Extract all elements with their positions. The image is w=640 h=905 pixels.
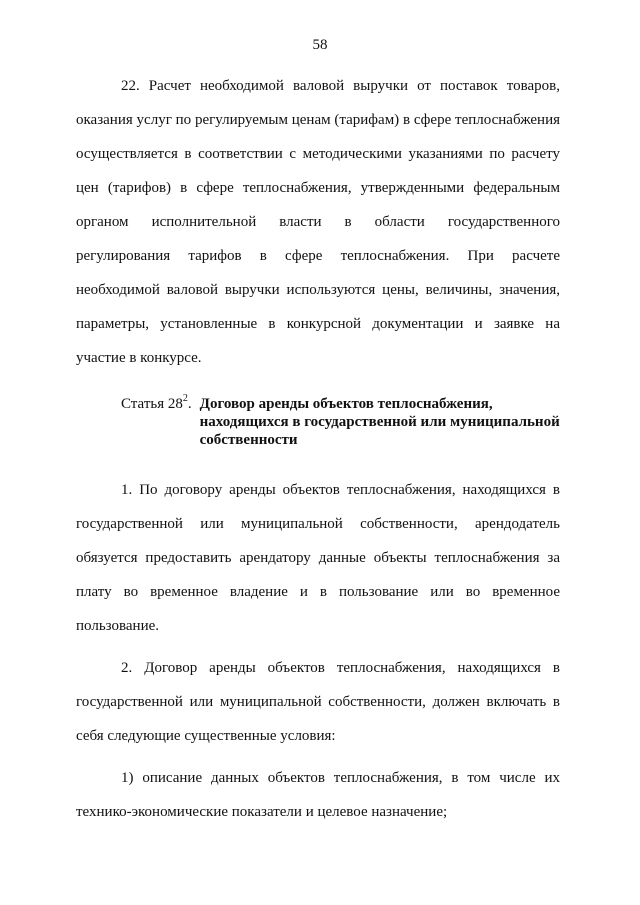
- article-heading: [76, 395, 560, 449]
- article-label: [121, 395, 200, 413]
- paragraph-22: 22. Расчет необходимой валовой выручки от поставок товаров, оказания услуг по регулируемым ценам (тарифам) в сфере теплоснабжения осуществляется в соответствии с методическими указаниями по расчету цен (тарифов) в сфере теплоснабжения, утвержденными федеральным органом исполнительной власти в области государственного регулирования тарифов в сфере теплоснабжения. При расчете необходимой валовой выручки используются цены, величины, значения, параметры, установленные в конкурсной документации и заявке на участие в конкурсе.: [76, 78, 560, 366]
- article-title: Договор аренды объектов теплоснабжения, находящихся в государственной или муниципальной собственности: [199, 396, 560, 448]
- article-label-text: Статья 28: [121, 396, 183, 412]
- page-number: 58: [312, 37, 328, 53]
- article-label-superscript: 2: [182, 393, 188, 404]
- paragraph-clause-2: 2. Договор аренды объектов теплоснабжения, находящихся в государственной или муниципальной собственности, должен включать в себя следующие существенные условия:: [76, 660, 560, 744]
- paragraph-clause-1: 1. По договору аренды объектов теплоснабжения, находящихся в государственной или муниципальной собственности, арендодатель обязуется предоставить арендатору данные объекты теплоснабжения за плату во временное владение и в пользование или во временное пользование.: [76, 482, 560, 634]
- paragraph-subclause-1: 1) описание данных объектов теплоснабжения, в том числе их технико-экономические показатели и целевое назначение;: [76, 770, 560, 820]
- article-label-suffix: .: [187, 396, 192, 412]
- document-body: [76, 69, 560, 829]
